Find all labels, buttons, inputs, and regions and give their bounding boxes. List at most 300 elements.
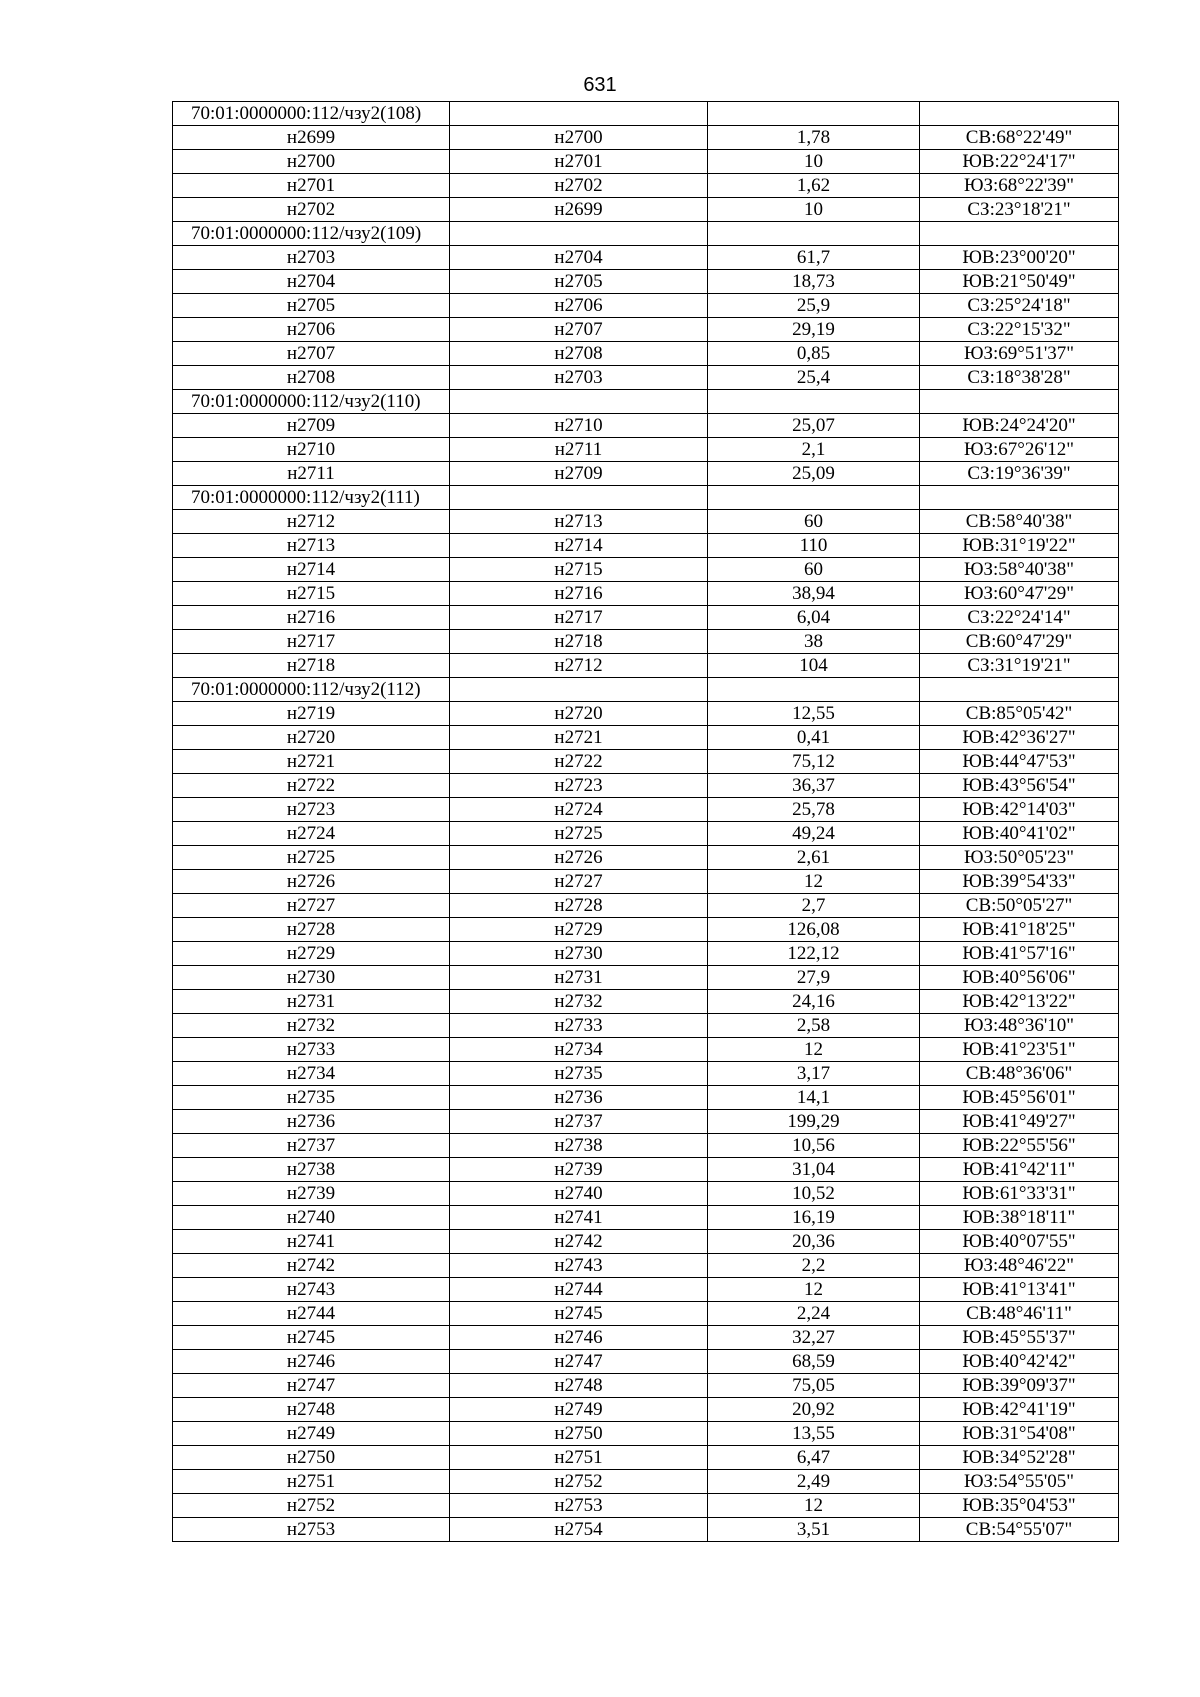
point-from-cell: н2713 (173, 534, 450, 558)
point-to-cell: н2753 (450, 1494, 708, 1518)
distance-cell: 12 (708, 1494, 920, 1518)
point-from-cell: н2709 (173, 414, 450, 438)
table-row (173, 1110, 1119, 1134)
bearing-cell: ЮВ:42°36'27" (920, 726, 1119, 750)
table-row (173, 534, 1119, 558)
empty-cell (450, 102, 708, 126)
point-from-cell: н2714 (173, 558, 450, 582)
distance-cell: 25,78 (708, 798, 920, 822)
section-title: 70:01:0000000:112/чзу2(108) (173, 102, 450, 126)
table-row (173, 966, 1119, 990)
bearing-cell: СЗ:25°24'18" (920, 294, 1119, 318)
point-to-cell: н2729 (450, 918, 708, 942)
distance-cell: 0,41 (708, 726, 920, 750)
bearing-cell: ЮВ:24°24'20" (920, 414, 1119, 438)
empty-cell (920, 222, 1119, 246)
table-row (173, 1230, 1119, 1254)
point-to-cell: н2720 (450, 702, 708, 726)
point-to-cell: н2747 (450, 1350, 708, 1374)
point-to-cell: н2701 (450, 150, 708, 174)
point-from-cell: н2708 (173, 366, 450, 390)
bearing-cell: ЮВ:23°00'20" (920, 246, 1119, 270)
table-row (173, 750, 1119, 774)
point-to-cell: н2731 (450, 966, 708, 990)
point-to-cell: н2712 (450, 654, 708, 678)
point-from-cell: н2750 (173, 1446, 450, 1470)
point-from-cell: н2712 (173, 510, 450, 534)
bearing-cell: ЮВ:34°52'28" (920, 1446, 1119, 1470)
bearing-cell: СЗ:18°38'28" (920, 366, 1119, 390)
table-row (173, 1134, 1119, 1158)
bearing-cell: СЗ:19°36'39" (920, 462, 1119, 486)
point-to-cell: н2704 (450, 246, 708, 270)
distance-cell: 10 (708, 198, 920, 222)
distance-cell: 18,73 (708, 270, 920, 294)
distance-cell: 2,49 (708, 1470, 920, 1494)
point-from-cell: н2707 (173, 342, 450, 366)
table-row (173, 630, 1119, 654)
bearing-cell: СВ:48°36'06" (920, 1062, 1119, 1086)
section-title: 70:01:0000000:112/чзу2(112) (173, 678, 450, 702)
empty-cell (708, 678, 920, 702)
point-from-cell: н2744 (173, 1302, 450, 1326)
bearing-cell: ЮЗ:50°05'23" (920, 846, 1119, 870)
bearing-cell: СВ:58°40'38" (920, 510, 1119, 534)
empty-cell (920, 102, 1119, 126)
point-from-cell: н2704 (173, 270, 450, 294)
point-to-cell: н2748 (450, 1374, 708, 1398)
table-row (173, 1014, 1119, 1038)
bearing-cell: ЮВ:41°57'16" (920, 942, 1119, 966)
bearing-cell: ЮВ:35°04'53" (920, 1494, 1119, 1518)
table-row (173, 798, 1119, 822)
bearing-cell: ЮВ:45°56'01" (920, 1086, 1119, 1110)
point-to-cell: н2744 (450, 1278, 708, 1302)
distance-cell: 3,51 (708, 1518, 920, 1542)
point-to-cell: н2700 (450, 126, 708, 150)
empty-cell (920, 486, 1119, 510)
point-to-cell: н2702 (450, 174, 708, 198)
point-to-cell: н2738 (450, 1134, 708, 1158)
point-from-cell: н2739 (173, 1182, 450, 1206)
bearing-cell: СВ:60°47'29" (920, 630, 1119, 654)
section-header-row (173, 390, 1119, 414)
point-to-cell: н2746 (450, 1326, 708, 1350)
point-from-cell: н2711 (173, 462, 450, 486)
point-from-cell: н2726 (173, 870, 450, 894)
point-from-cell: н2746 (173, 1350, 450, 1374)
page-number: 631 (583, 74, 617, 96)
point-from-cell: н2737 (173, 1134, 450, 1158)
point-from-cell: н2705 (173, 294, 450, 318)
table-row (173, 1062, 1119, 1086)
distance-cell: 14,1 (708, 1086, 920, 1110)
point-to-cell: н2709 (450, 462, 708, 486)
table-row (173, 1374, 1119, 1398)
point-to-cell: н2724 (450, 798, 708, 822)
bearing-cell: ЮВ:39°54'33" (920, 870, 1119, 894)
point-to-cell: н2743 (450, 1254, 708, 1278)
bearing-cell: ЮЗ:68°22'39" (920, 174, 1119, 198)
distance-cell: 12 (708, 1038, 920, 1062)
point-to-cell: н2711 (450, 438, 708, 462)
point-to-cell: н2750 (450, 1422, 708, 1446)
table-row (173, 582, 1119, 606)
point-to-cell: н2713 (450, 510, 708, 534)
distance-cell: 10,52 (708, 1182, 920, 1206)
distance-cell: 13,55 (708, 1422, 920, 1446)
distance-cell: 199,29 (708, 1110, 920, 1134)
distance-cell: 27,9 (708, 966, 920, 990)
point-to-cell: н2722 (450, 750, 708, 774)
distance-cell: 75,05 (708, 1374, 920, 1398)
bearing-cell: СВ:68°22'49" (920, 126, 1119, 150)
point-from-cell: н2716 (173, 606, 450, 630)
bearing-cell: ЮЗ:48°46'22" (920, 1254, 1119, 1278)
point-from-cell: н2735 (173, 1086, 450, 1110)
point-to-cell: н2733 (450, 1014, 708, 1038)
table-row (173, 990, 1119, 1014)
point-to-cell: н2745 (450, 1302, 708, 1326)
point-to-cell: н2734 (450, 1038, 708, 1062)
bearing-cell: ЮВ:31°54'08" (920, 1422, 1119, 1446)
point-from-cell: н2724 (173, 822, 450, 846)
table-row (173, 1350, 1119, 1374)
point-from-cell: н2701 (173, 174, 450, 198)
distance-cell: 25,9 (708, 294, 920, 318)
bearing-cell: СЗ:22°15'32" (920, 318, 1119, 342)
table-row (173, 1038, 1119, 1062)
table-row (173, 1086, 1119, 1110)
point-from-cell: н2730 (173, 966, 450, 990)
table-row (173, 1398, 1119, 1422)
point-from-cell: н2723 (173, 798, 450, 822)
point-from-cell: н2715 (173, 582, 450, 606)
point-from-cell: н2748 (173, 1398, 450, 1422)
table-row (173, 462, 1119, 486)
bearing-cell: ЮВ:44°47'53" (920, 750, 1119, 774)
point-from-cell: н2721 (173, 750, 450, 774)
point-from-cell: н2738 (173, 1158, 450, 1182)
table-row (173, 198, 1119, 222)
distance-cell: 1,78 (708, 126, 920, 150)
point-to-cell: н2721 (450, 726, 708, 750)
empty-cell (450, 486, 708, 510)
bearing-cell: ЮВ:22°24'17" (920, 150, 1119, 174)
bearing-cell: ЮВ:40°56'06" (920, 966, 1119, 990)
point-to-cell: н2715 (450, 558, 708, 582)
section-header-row (173, 102, 1119, 126)
distance-cell: 2,7 (708, 894, 920, 918)
point-to-cell: н2741 (450, 1206, 708, 1230)
bearing-cell: ЮВ:45°55'37" (920, 1326, 1119, 1350)
empty-cell (708, 222, 920, 246)
distance-cell: 1,62 (708, 174, 920, 198)
table-row (173, 1470, 1119, 1494)
bearing-cell: ЮВ:40°42'42" (920, 1350, 1119, 1374)
point-from-cell: н2734 (173, 1062, 450, 1086)
section-title: 70:01:0000000:112/чзу2(110) (173, 390, 450, 414)
table-row (173, 1206, 1119, 1230)
distance-cell: 49,24 (708, 822, 920, 846)
table-row (173, 1518, 1119, 1542)
table-row (173, 1182, 1119, 1206)
point-from-cell: н2718 (173, 654, 450, 678)
distance-cell: 20,92 (708, 1398, 920, 1422)
point-from-cell: н2728 (173, 918, 450, 942)
table-row (173, 822, 1119, 846)
point-from-cell: н2717 (173, 630, 450, 654)
point-to-cell: н2707 (450, 318, 708, 342)
section-title: 70:01:0000000:112/чзу2(111) (173, 486, 450, 510)
distance-cell: 25,4 (708, 366, 920, 390)
distance-cell: 2,1 (708, 438, 920, 462)
point-from-cell: н2727 (173, 894, 450, 918)
point-from-cell: н2703 (173, 246, 450, 270)
point-to-cell: н2736 (450, 1086, 708, 1110)
point-from-cell: н2751 (173, 1470, 450, 1494)
bearing-cell: ЮВ:40°07'55" (920, 1230, 1119, 1254)
bearing-cell: ЮВ:38°18'11" (920, 1206, 1119, 1230)
point-to-cell: н2739 (450, 1158, 708, 1182)
table-row (173, 318, 1119, 342)
table-row (173, 606, 1119, 630)
point-to-cell: н2725 (450, 822, 708, 846)
section-title: 70:01:0000000:112/чзу2(109) (173, 222, 450, 246)
point-to-cell: н2730 (450, 942, 708, 966)
distance-cell: 6,47 (708, 1446, 920, 1470)
distance-cell: 12 (708, 870, 920, 894)
point-to-cell: н2727 (450, 870, 708, 894)
bearing-cell: ЮВ:41°18'25" (920, 918, 1119, 942)
point-from-cell: н2747 (173, 1374, 450, 1398)
table-body (173, 102, 1119, 1542)
point-to-cell: н2732 (450, 990, 708, 1014)
bearing-cell: ЮВ:41°23'51" (920, 1038, 1119, 1062)
point-to-cell: н2703 (450, 366, 708, 390)
bearing-cell: СЗ:22°24'14" (920, 606, 1119, 630)
bearing-cell: ЮВ:61°33'31" (920, 1182, 1119, 1206)
empty-cell (708, 390, 920, 414)
bearing-cell: ЮВ:39°09'37" (920, 1374, 1119, 1398)
table-row (173, 1302, 1119, 1326)
table-row (173, 774, 1119, 798)
point-to-cell: н2737 (450, 1110, 708, 1134)
distance-cell: 61,7 (708, 246, 920, 270)
point-to-cell: н2751 (450, 1446, 708, 1470)
point-from-cell: н2752 (173, 1494, 450, 1518)
distance-cell: 38,94 (708, 582, 920, 606)
table-row (173, 894, 1119, 918)
bearing-cell: ЮВ:40°41'02" (920, 822, 1119, 846)
bearing-cell: ЮЗ:67°26'12" (920, 438, 1119, 462)
bearing-cell: ЮЗ:54°55'05" (920, 1470, 1119, 1494)
table-row (173, 510, 1119, 534)
point-to-cell: н2699 (450, 198, 708, 222)
bearing-cell: ЮВ:22°55'56" (920, 1134, 1119, 1158)
distance-cell: 0,85 (708, 342, 920, 366)
table-row (173, 1422, 1119, 1446)
distance-cell: 60 (708, 558, 920, 582)
distance-cell: 25,07 (708, 414, 920, 438)
table-row (173, 1158, 1119, 1182)
bearing-cell: СЗ:23°18'21" (920, 198, 1119, 222)
point-from-cell: н2731 (173, 990, 450, 1014)
distance-cell: 25,09 (708, 462, 920, 486)
point-to-cell: н2728 (450, 894, 708, 918)
bearing-cell: ЮВ:41°49'27" (920, 1110, 1119, 1134)
distance-cell: 60 (708, 510, 920, 534)
distance-cell: 24,16 (708, 990, 920, 1014)
point-from-cell: н2743 (173, 1278, 450, 1302)
bearing-cell: ЮВ:42°13'22" (920, 990, 1119, 1014)
table-row (173, 414, 1119, 438)
distance-cell: 126,08 (708, 918, 920, 942)
point-from-cell: н2706 (173, 318, 450, 342)
distance-cell: 75,12 (708, 750, 920, 774)
table-row (173, 174, 1119, 198)
distance-cell: 36,37 (708, 774, 920, 798)
point-to-cell: н2718 (450, 630, 708, 654)
empty-cell (450, 222, 708, 246)
distance-cell: 32,27 (708, 1326, 920, 1350)
table-row (173, 1494, 1119, 1518)
bearing-cell: СВ:85°05'42" (920, 702, 1119, 726)
table-row (173, 942, 1119, 966)
table-row (173, 870, 1119, 894)
distance-cell: 12 (708, 1278, 920, 1302)
distance-cell: 6,04 (708, 606, 920, 630)
bearing-cell: ЮВ:41°13'41" (920, 1278, 1119, 1302)
bearing-cell: СВ:50°05'27" (920, 894, 1119, 918)
bearing-cell: ЮВ:31°19'22" (920, 534, 1119, 558)
bearing-cell: СВ:54°55'07" (920, 1518, 1119, 1542)
bearing-cell: ЮВ:21°50'49" (920, 270, 1119, 294)
point-from-cell: н2732 (173, 1014, 450, 1038)
point-from-cell: н2719 (173, 702, 450, 726)
point-from-cell: н2741 (173, 1230, 450, 1254)
point-to-cell: н2749 (450, 1398, 708, 1422)
point-from-cell: н2702 (173, 198, 450, 222)
boundary-table (172, 101, 1119, 1542)
empty-cell (920, 678, 1119, 702)
bearing-cell: ЮВ:41°42'11" (920, 1158, 1119, 1182)
table-row (173, 126, 1119, 150)
table-row (173, 294, 1119, 318)
bearing-cell: ЮЗ:60°47'29" (920, 582, 1119, 606)
table-row (173, 342, 1119, 366)
distance-cell: 2,61 (708, 846, 920, 870)
point-from-cell: н2729 (173, 942, 450, 966)
bearing-cell: ЮВ:42°14'03" (920, 798, 1119, 822)
point-to-cell: н2752 (450, 1470, 708, 1494)
bearing-cell: ЮЗ:58°40'38" (920, 558, 1119, 582)
point-to-cell: н2717 (450, 606, 708, 630)
distance-cell: 16,19 (708, 1206, 920, 1230)
table-row (173, 1278, 1119, 1302)
empty-cell (450, 678, 708, 702)
point-to-cell: н2710 (450, 414, 708, 438)
distance-cell: 122,12 (708, 942, 920, 966)
point-from-cell: н2699 (173, 126, 450, 150)
table-row (173, 1446, 1119, 1470)
empty-cell (708, 102, 920, 126)
distance-cell: 10,56 (708, 1134, 920, 1158)
table-row (173, 1326, 1119, 1350)
section-header-row (173, 222, 1119, 246)
table-row (173, 366, 1119, 390)
point-to-cell: н2708 (450, 342, 708, 366)
distance-cell: 3,17 (708, 1062, 920, 1086)
point-to-cell: н2726 (450, 846, 708, 870)
point-from-cell: н2720 (173, 726, 450, 750)
empty-cell (708, 486, 920, 510)
distance-cell: 31,04 (708, 1158, 920, 1182)
distance-cell: 2,2 (708, 1254, 920, 1278)
bearing-cell: СЗ:31°19'21" (920, 654, 1119, 678)
point-to-cell: н2754 (450, 1518, 708, 1542)
point-from-cell: н2749 (173, 1422, 450, 1446)
point-to-cell: н2735 (450, 1062, 708, 1086)
point-from-cell: н2736 (173, 1110, 450, 1134)
table-row (173, 438, 1119, 462)
table-row (173, 726, 1119, 750)
bearing-cell: ЮВ:42°41'19" (920, 1398, 1119, 1422)
distance-cell: 12,55 (708, 702, 920, 726)
table-row (173, 702, 1119, 726)
point-from-cell: н2710 (173, 438, 450, 462)
distance-cell: 2,24 (708, 1302, 920, 1326)
point-to-cell: н2740 (450, 1182, 708, 1206)
point-to-cell: н2716 (450, 582, 708, 606)
bearing-cell: ЮВ:43°56'54" (920, 774, 1119, 798)
point-from-cell: н2753 (173, 1518, 450, 1542)
distance-cell: 10 (708, 150, 920, 174)
distance-cell: 2,58 (708, 1014, 920, 1038)
table-row (173, 846, 1119, 870)
distance-cell: 110 (708, 534, 920, 558)
table-row (173, 558, 1119, 582)
distance-cell: 29,19 (708, 318, 920, 342)
point-from-cell: н2745 (173, 1326, 450, 1350)
distance-cell: 38 (708, 630, 920, 654)
table-row (173, 150, 1119, 174)
table-row (173, 1254, 1119, 1278)
point-from-cell: н2722 (173, 774, 450, 798)
table-row (173, 654, 1119, 678)
section-header-row (173, 486, 1119, 510)
point-from-cell: н2733 (173, 1038, 450, 1062)
empty-cell (920, 390, 1119, 414)
distance-cell: 68,59 (708, 1350, 920, 1374)
point-to-cell: н2705 (450, 270, 708, 294)
point-to-cell: н2723 (450, 774, 708, 798)
empty-cell (450, 390, 708, 414)
distance-cell: 20,36 (708, 1230, 920, 1254)
table-row (173, 918, 1119, 942)
table-row (173, 270, 1119, 294)
point-from-cell: н2725 (173, 846, 450, 870)
bearing-cell: ЮЗ:69°51'37" (920, 342, 1119, 366)
bearing-cell: ЮЗ:48°36'10" (920, 1014, 1119, 1038)
table-row (173, 246, 1119, 270)
point-to-cell: н2742 (450, 1230, 708, 1254)
point-to-cell: н2706 (450, 294, 708, 318)
point-from-cell: н2700 (173, 150, 450, 174)
point-from-cell: н2742 (173, 1254, 450, 1278)
bearing-cell: СВ:48°46'11" (920, 1302, 1119, 1326)
distance-cell: 104 (708, 654, 920, 678)
